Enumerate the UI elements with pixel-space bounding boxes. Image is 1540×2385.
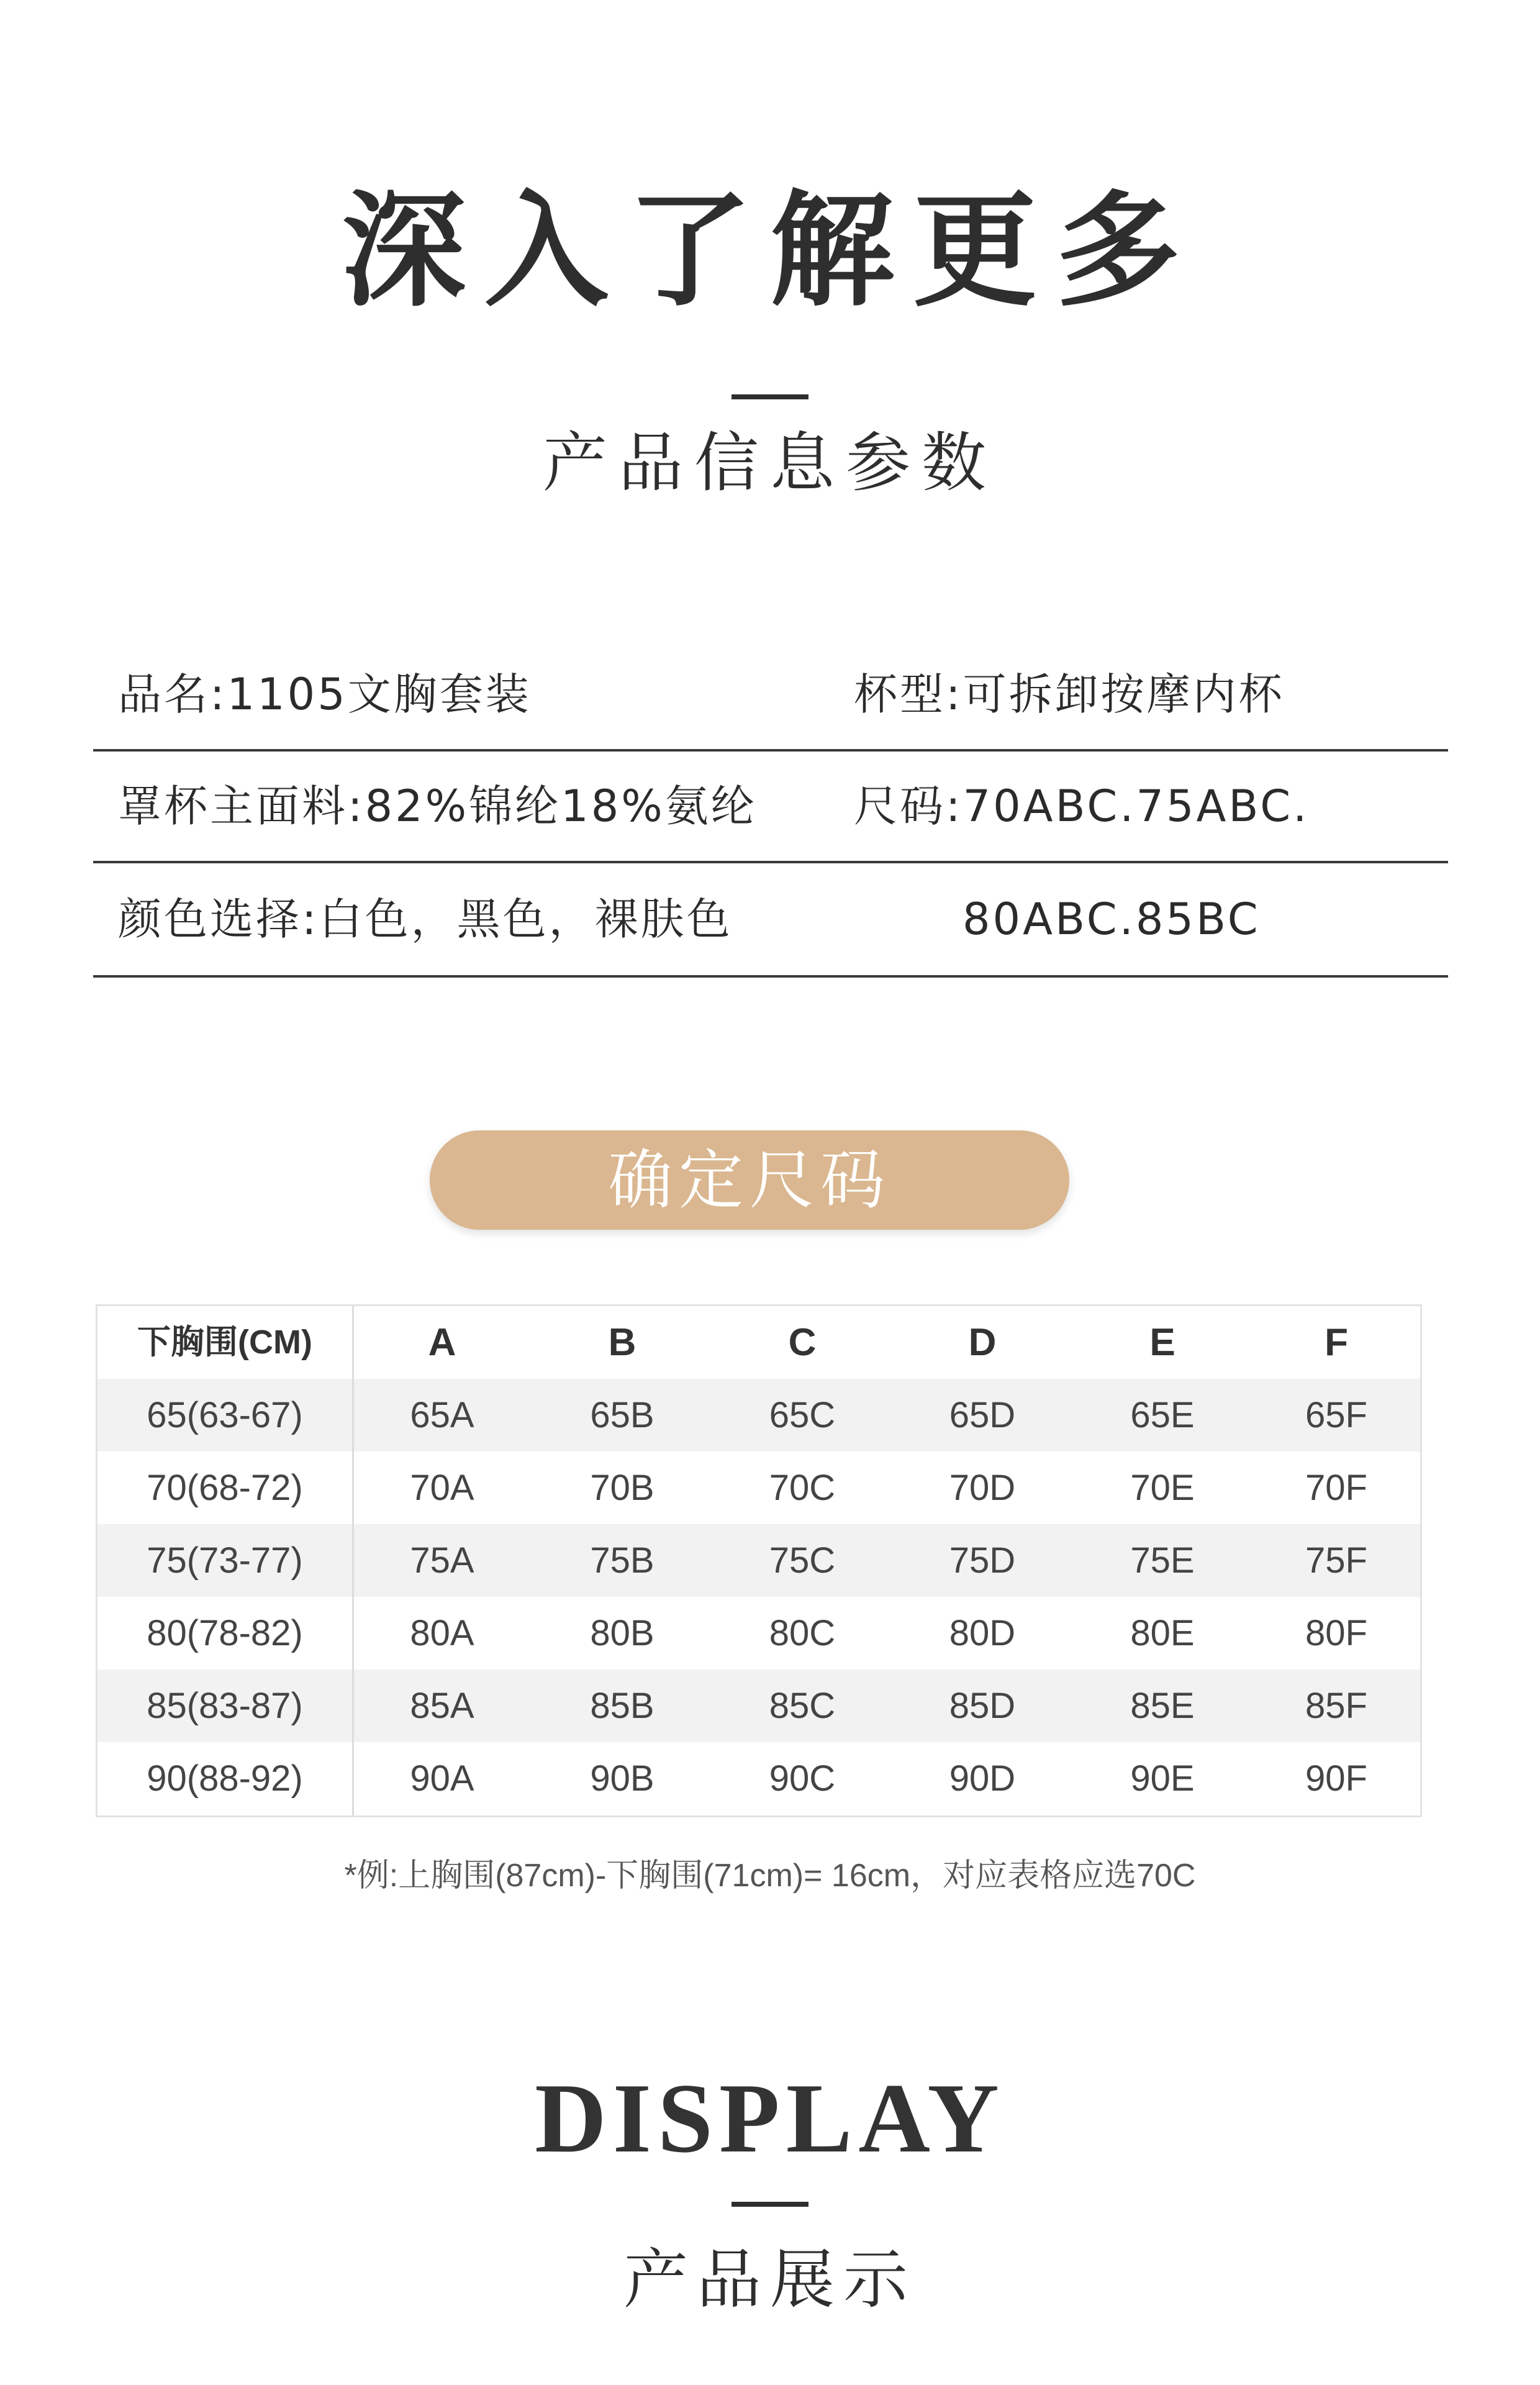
size-cell: 70D — [949, 1468, 1016, 1508]
underbust-cell: 65(63-67) — [147, 1395, 303, 1435]
size-cell: 90A — [410, 1758, 474, 1799]
size-cell: 85A — [410, 1686, 474, 1726]
size-cell: 70A — [410, 1468, 474, 1508]
header-underbust: 下胸围(CM) — [137, 1324, 312, 1361]
section-subtitle: 产品信息参数 — [542, 425, 997, 501]
underbust-cell: 90(88-92) — [147, 1758, 303, 1799]
info-sizes-continued: 80ABC.85BC — [962, 894, 1261, 945]
display-divider — [732, 2202, 808, 2207]
size-cell: 80B — [590, 1613, 654, 1653]
underbust-cell: 80(78-82) — [147, 1613, 303, 1653]
size-cell: 80E — [1130, 1613, 1195, 1653]
underbust-cell: 85(83-87) — [147, 1686, 303, 1726]
size-cell: 85B — [590, 1686, 654, 1726]
info-colors: 颜色选择:白色，黑色，裸肤色 — [118, 894, 733, 945]
table-row — [97, 1524, 1420, 1597]
size-cell: 70B — [590, 1468, 654, 1508]
header-cup-a: A — [428, 1321, 456, 1364]
size-cell: 90C — [769, 1758, 836, 1799]
info-fabric: 罩杯主面料:82%锦纶18%氨纶 — [118, 781, 757, 832]
size-confirm-label: 确定尺码 — [607, 1142, 891, 1218]
underbust-cell: 70(68-72) — [147, 1468, 303, 1508]
table-row — [97, 1742, 1420, 1815]
size-cell: 85F — [1305, 1686, 1367, 1726]
size-cell: 65D — [949, 1395, 1016, 1435]
title-divider — [732, 394, 808, 399]
size-cell: 80A — [410, 1613, 474, 1653]
display-title: DISPLAY — [535, 2063, 1005, 2173]
size-cell: 70E — [1130, 1468, 1195, 1508]
size-cell: 75F — [1305, 1540, 1367, 1581]
size-cell: 75E — [1130, 1540, 1195, 1581]
header-cup-d: D — [968, 1321, 997, 1364]
info-row — [93, 640, 1448, 752]
size-cell: 65A — [410, 1395, 474, 1435]
size-cell: 65B — [590, 1395, 654, 1435]
size-cell: 70F — [1305, 1468, 1367, 1508]
size-table — [96, 1304, 1422, 1817]
size-cell: 80F — [1305, 1613, 1367, 1653]
info-sizes: 尺码:70ABC.75ABC. — [854, 781, 1310, 832]
size-cell: 85E — [1130, 1686, 1195, 1726]
header-cup-c: C — [788, 1321, 817, 1364]
info-cup-type: 杯型:可拆卸按摩内杯 — [854, 669, 1285, 720]
table-header-row — [97, 1306, 1420, 1379]
size-cell: 90E — [1130, 1758, 1195, 1799]
table-row — [97, 1379, 1420, 1451]
header-cup-f: F — [1325, 1321, 1348, 1364]
size-cell: 80D — [949, 1613, 1016, 1653]
size-cell: 75C — [769, 1540, 836, 1581]
display-subtitle: 产品展示 — [623, 2242, 917, 2317]
size-cell: 65F — [1305, 1395, 1367, 1435]
column-divider — [352, 1306, 354, 1815]
size-cell: 90F — [1305, 1758, 1367, 1799]
size-cell: 75B — [590, 1540, 654, 1581]
info-row — [93, 863, 1448, 978]
page-title: 深入了解更多 — [341, 179, 1198, 324]
size-confirm-button[interactable] — [430, 1130, 1069, 1230]
info-row — [93, 752, 1448, 863]
table-row — [97, 1670, 1420, 1742]
size-note: *例:上胸围(87cm)-下胸围(71cm)= 16cm，对应表格应选70C — [344, 1858, 1196, 1894]
size-cell: 65E — [1130, 1395, 1195, 1435]
table-row — [97, 1597, 1420, 1670]
size-cell: 75A — [410, 1540, 474, 1581]
size-cell: 80C — [769, 1613, 836, 1653]
size-cell: 75D — [949, 1540, 1016, 1581]
table-row — [97, 1451, 1420, 1524]
size-cell: 70C — [769, 1468, 836, 1508]
size-cell: 90D — [949, 1758, 1016, 1799]
info-product-name: 品名:1105文胸套装 — [118, 669, 532, 720]
size-cell: 90B — [590, 1758, 654, 1799]
size-cell: 65C — [769, 1395, 836, 1435]
size-cell: 85C — [769, 1686, 836, 1726]
underbust-cell: 75(73-77) — [147, 1540, 303, 1581]
header-cup-e: E — [1149, 1321, 1175, 1364]
header-cup-b: B — [608, 1321, 636, 1364]
size-cell: 85D — [949, 1686, 1016, 1726]
